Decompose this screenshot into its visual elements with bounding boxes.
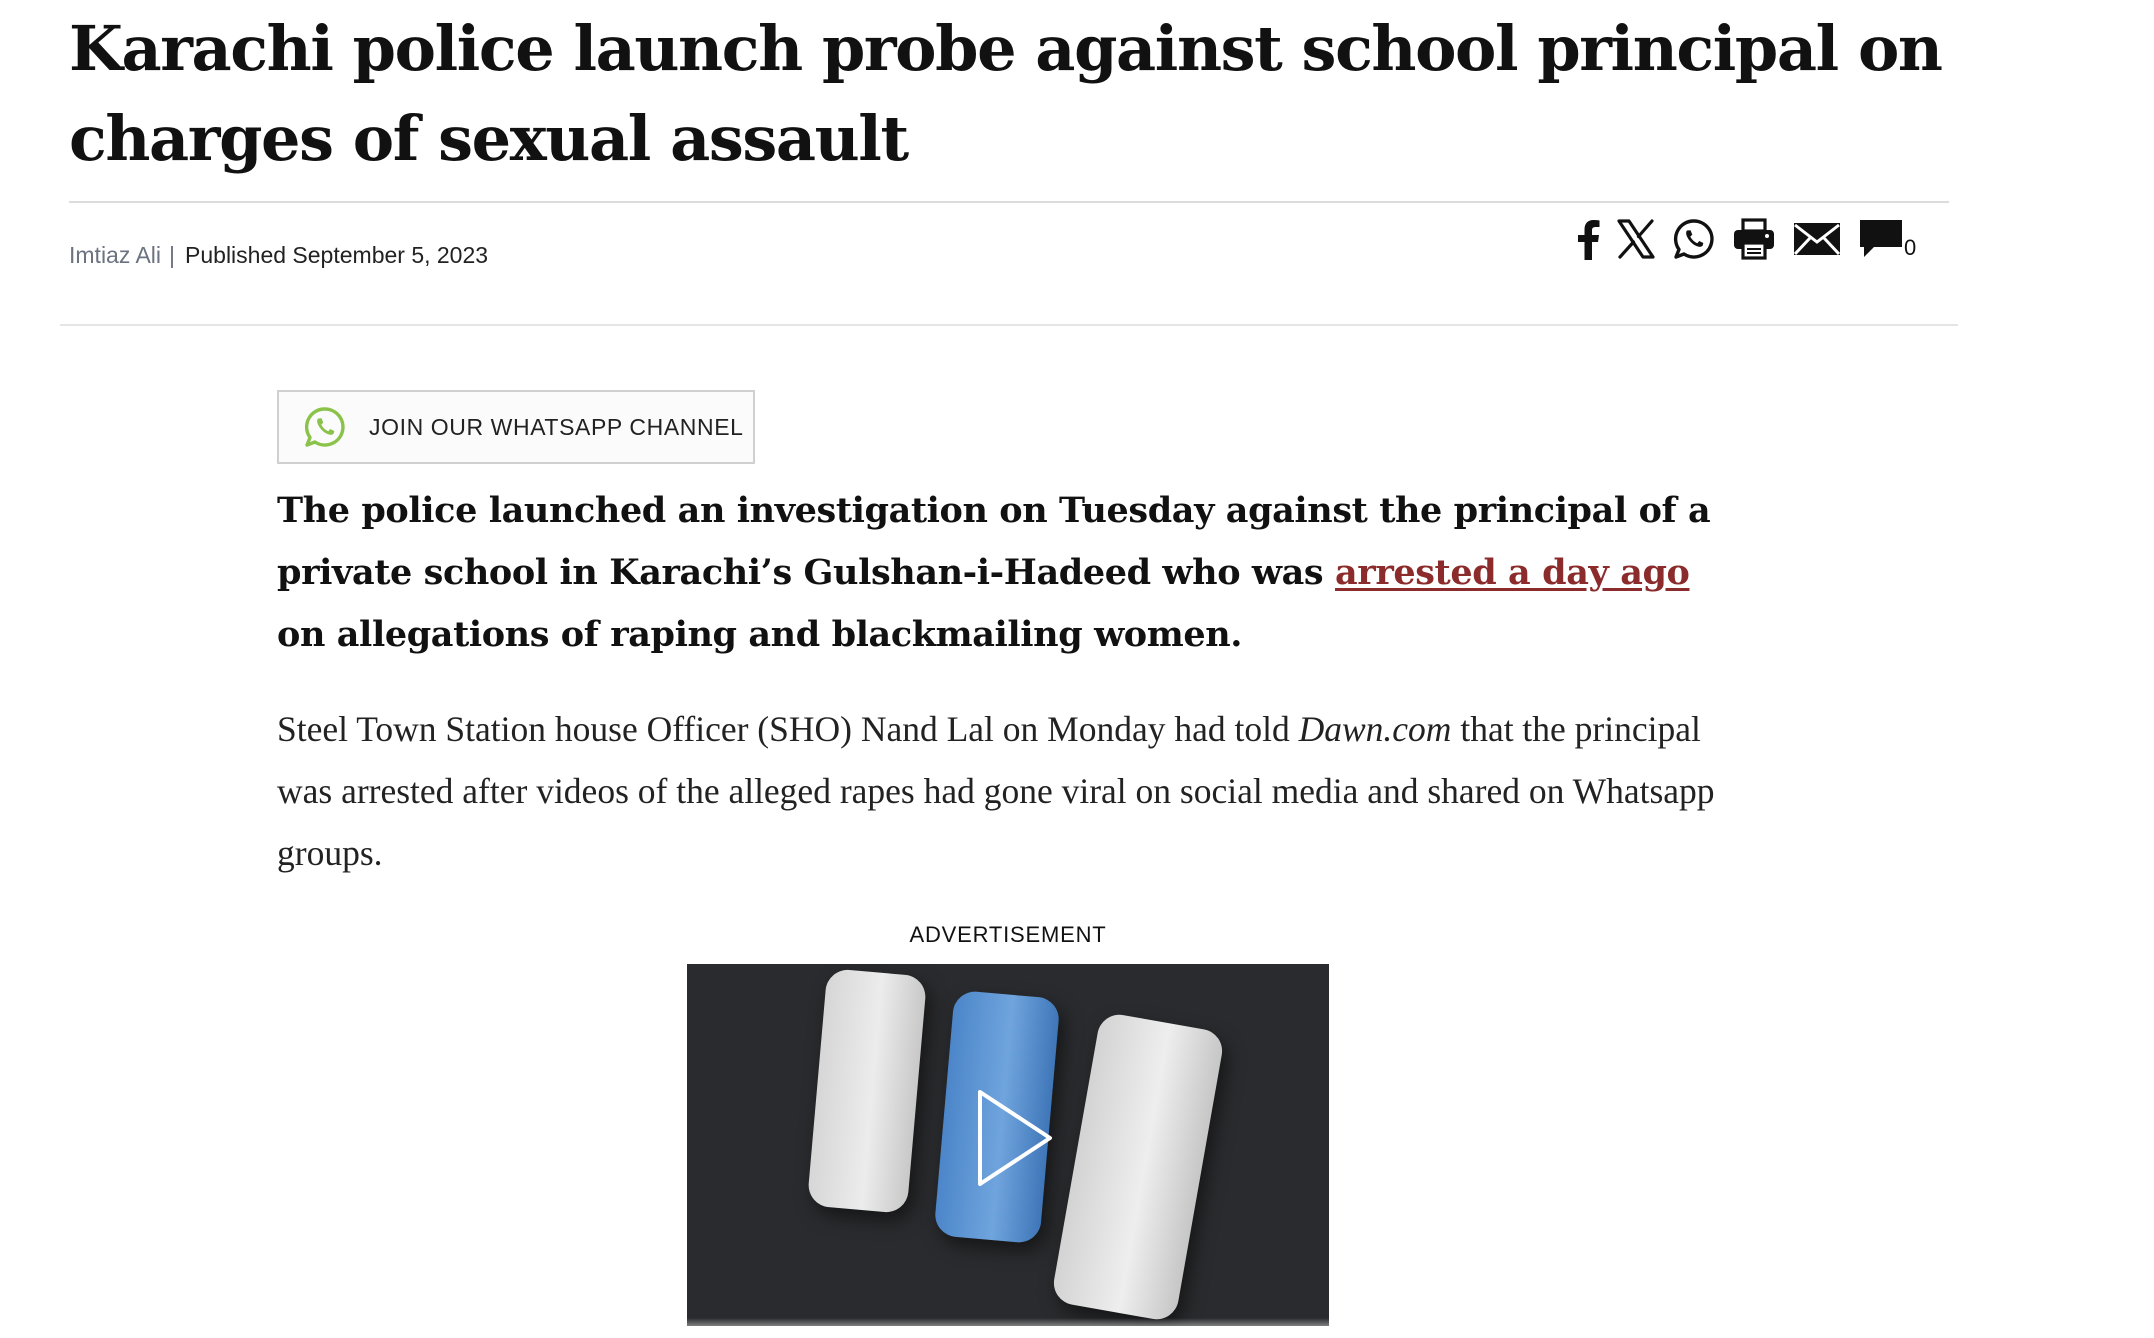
phone-image-left — [807, 968, 927, 1214]
paragraph-text-before: Steel Town Station house Officer (SHO) Nand Lal on Monday had told — [277, 709, 1299, 749]
phone-image-right — [1050, 1011, 1225, 1322]
article-lead — [277, 480, 1747, 666]
lead-text-before: The police launched an investigation on Tuesday against the principal of a private school in Karachi’s Gulshan-i-Hadeed who was — [277, 490, 1711, 593]
print-icon[interactable] — [1732, 218, 1776, 260]
paragraph-text-after: that the principal was arrested after videos of the alleged rapes had gone viral on social media and shared on Whatsapp groups. — [277, 709, 1715, 873]
advertisement-label: ADVERTISEMENT — [909, 922, 1107, 947]
whatsapp-channel-label: JOIN OUR WHATSAPP CHANNEL — [369, 413, 744, 440]
published-date: Published September 5, 2023 — [185, 242, 489, 268]
play-icon[interactable] — [974, 1088, 1054, 1193]
byline-separator: | — [169, 242, 176, 268]
byline — [69, 238, 488, 272]
divider-bottom — [60, 324, 1958, 326]
article-headline: Karachi police launch probe against school principal on charges of sexual assault — [69, 12, 1942, 175]
join-whatsapp-channel-button[interactable] — [277, 390, 755, 464]
divider-top — [69, 201, 1949, 203]
whatsapp-icon[interactable] — [1672, 217, 1716, 261]
author-link[interactable]: Imtiaz Ali — [69, 242, 162, 268]
share-bar — [1576, 214, 1916, 264]
whatsapp-channel-icon — [303, 405, 347, 449]
page-fold-fade — [0, 1318, 2154, 1338]
advertisement-video[interactable] — [687, 964, 1329, 1326]
article-paragraph — [277, 698, 1747, 884]
lead-text-after: on allegations of raping and blackmailing women. — [277, 614, 1243, 655]
paragraph-source: Dawn.com — [1298, 709, 1452, 749]
email-icon[interactable] — [1792, 221, 1842, 257]
arrested-link[interactable]: arrested a day ago — [1335, 552, 1690, 593]
comment-icon[interactable] — [1858, 218, 1904, 260]
comment-count[interactable]: 0 — [1904, 235, 1917, 260]
facebook-icon[interactable] — [1576, 218, 1600, 260]
x-twitter-icon[interactable] — [1616, 219, 1656, 259]
